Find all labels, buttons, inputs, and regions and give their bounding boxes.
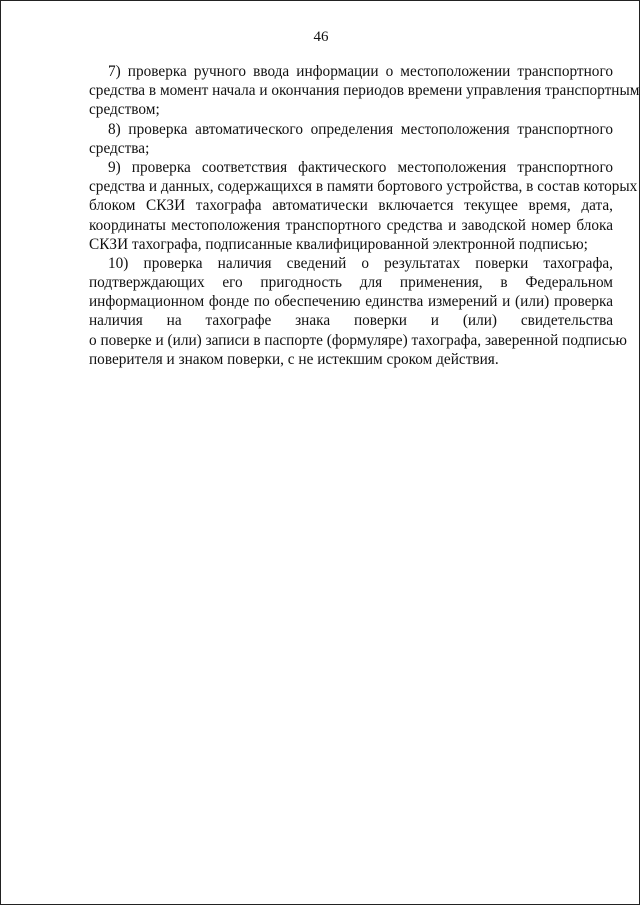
text-line: средства; xyxy=(89,139,150,157)
text-line: 7) проверка ручного ввода информации о местоположении транспортного xyxy=(108,63,613,80)
text-line: поверителя и знаком поверки, с не истекшим сроком действия. xyxy=(89,350,499,368)
text-line: средством; xyxy=(89,101,160,119)
text-line: средства и данных, содержащихся в памяти бортового устройства, в состав которых xyxy=(89,178,638,196)
text-line: подтверждающих его пригодность для применения, в Федеральном xyxy=(89,274,613,292)
page-number: 46 xyxy=(313,29,329,45)
text-line: 8) проверка автоматического определения местоположения транспортного xyxy=(108,120,613,138)
text-line: 10) проверка наличия сведений о результатах поверки тахографа, xyxy=(108,254,613,272)
text-line: 9) проверка соответствия фактического местоположения транспортного xyxy=(108,158,613,176)
text-line: о поверке и (или) записи в паспорте (формуляре) тахографа, заверенной подписью xyxy=(89,331,627,349)
text-line: информационном фонде по обеспечению единства измерений и (или) проверка xyxy=(89,293,613,311)
paragraph xyxy=(89,120,613,158)
paragraph xyxy=(89,158,638,254)
text-line: блоком СКЗИ тахографа автоматически включается текущее время, дата, xyxy=(89,197,613,215)
text-line: координаты местоположения транспортного средства и заводской номер блока xyxy=(89,216,613,234)
text-line: наличия на тахографе знака поверки и (или) свидетельства xyxy=(89,312,613,330)
text-line: средства в момент начала и окончания периодов времени управления транспортным xyxy=(89,82,640,100)
text-line: СКЗИ тахографа, подписанные квалифицированной электронной подписью; xyxy=(89,235,588,253)
paragraph xyxy=(89,62,640,120)
paragraph xyxy=(89,254,627,369)
document-body xyxy=(89,62,640,369)
